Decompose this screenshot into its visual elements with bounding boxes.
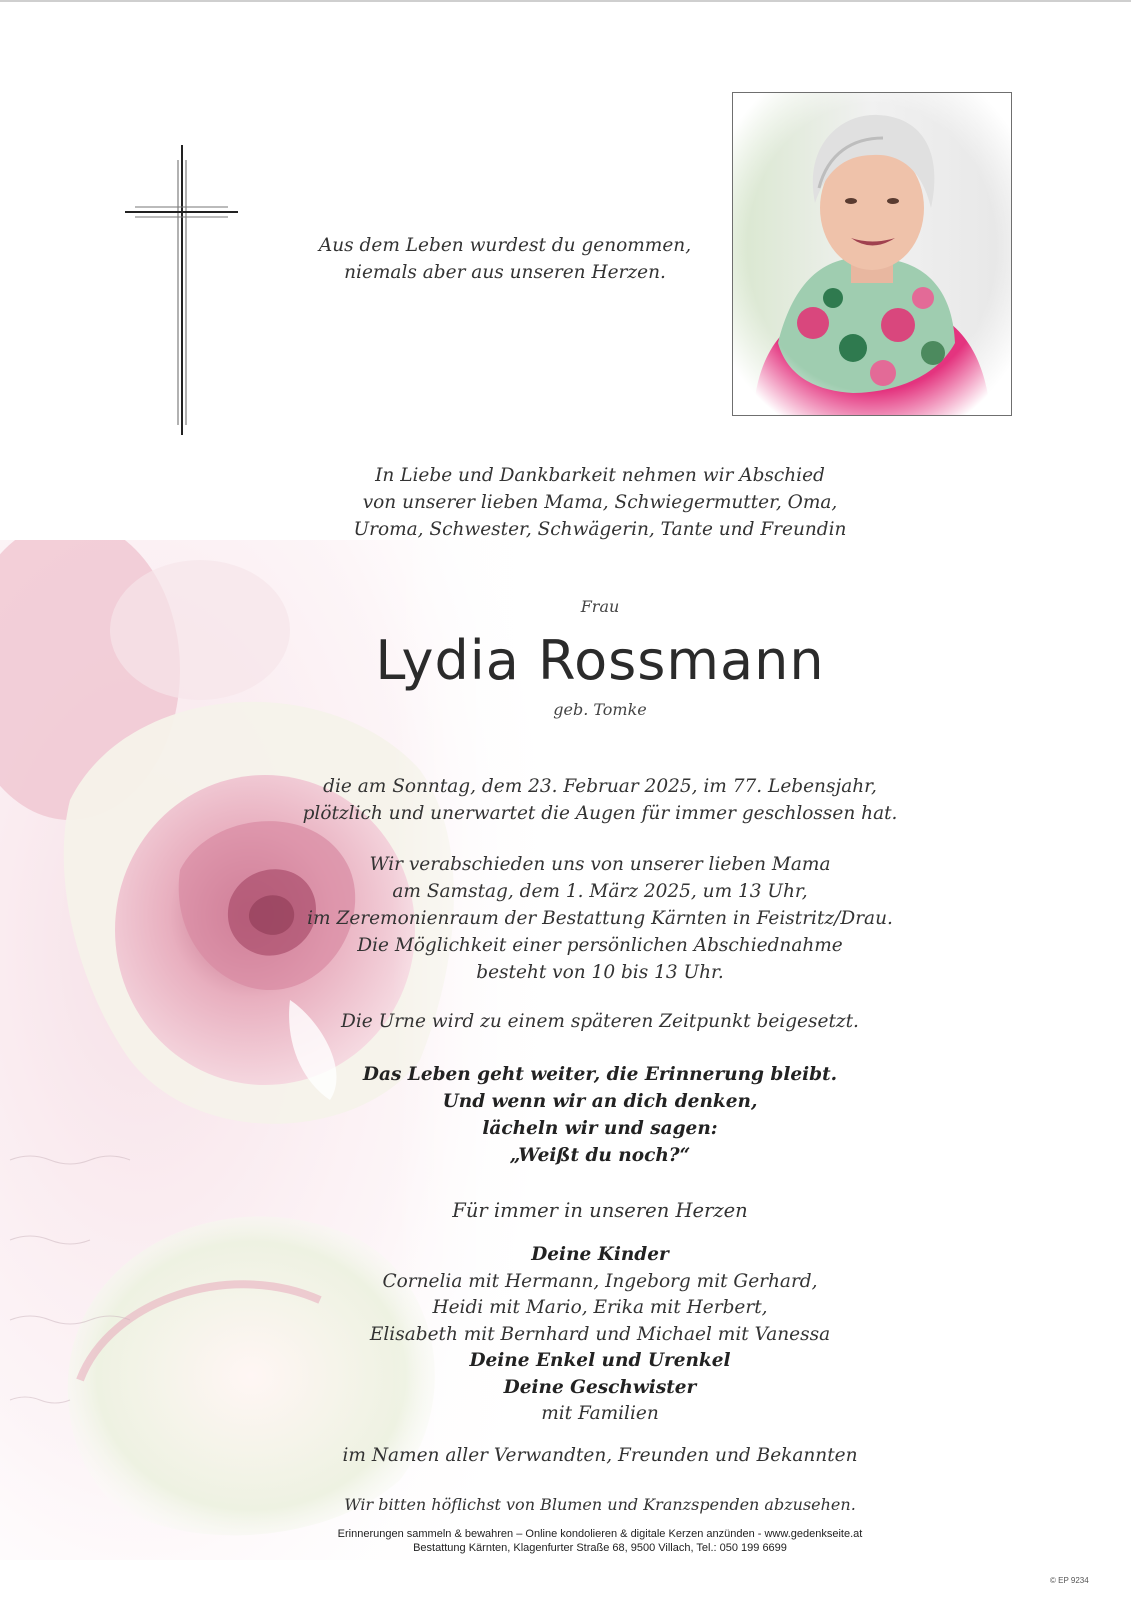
intro-line: In Liebe und Dankbarkeit nehmen wir Abschied [375, 465, 825, 486]
salutation: Frau [580, 597, 620, 616]
footer-line: Erinnerungen sammeln & bewahren – Online kondolieren & digitale Kerzen anzünden - www.gedenkseite.at [337, 1528, 863, 1540]
poem [320, 1061, 880, 1169]
cross-icon [120, 140, 240, 440]
top-border [0, 0, 1131, 2]
death-notice-line: plötzlich und unerwartet die Augen für immer geschlossen hat. [302, 803, 898, 824]
death-notice [280, 773, 920, 827]
farewell-line: im Zeremonienraum der Bestattung Kärnten in Feistritz/Drau. [307, 908, 893, 929]
quote-line: niemals aber aus unseren Herzen. [344, 262, 666, 283]
death-notice-line: die am Sonntag, dem 23. Februar 2025, im 77. Lebensjahr, [323, 776, 877, 797]
children-heading: Deine Kinder [531, 1244, 669, 1265]
families-line: mit Familien [541, 1403, 659, 1424]
intro-text [300, 462, 900, 543]
children-line: Heidi mit Mario, Erika mit Herbert, [432, 1297, 768, 1318]
farewell-line: Wir verabschieden uns von unserer lieben Mama [369, 854, 831, 875]
birth-name: geb. Tomke [553, 700, 647, 719]
farewell-line: Die Möglichkeit einer persönlichen Abschiednahme [357, 935, 843, 956]
quote-line: Aus dem Leben wurdest du genommen, [318, 235, 692, 256]
deceased-name: Lydia Rossmann [375, 629, 825, 692]
siblings-heading: Deine Geschwister [503, 1376, 697, 1398]
intro-line: Uroma, Schwester, Schwägerin, Tante und Freundin [353, 519, 847, 540]
poem-line: lächeln wir und sagen: [482, 1118, 718, 1139]
footer-line: Bestattung Kärnten, Klagenfurter Straße 68, 9500 Villach, Tel.: 050 199 6699 [413, 1542, 787, 1554]
urn-notice: Die Urne wird zu einem späteren Zeitpunkt beigesetzt. [341, 1011, 859, 1032]
farewell-line: am Samstag, dem 1. März 2025, um 13 Uhr, [392, 881, 808, 902]
memorial-quote [270, 232, 740, 286]
portrait-photo [732, 92, 1012, 416]
farewell-details [280, 851, 920, 986]
poem-line: Und wenn wir an dich denken, [442, 1091, 758, 1112]
print-code: © EP 9234 [1050, 1576, 1089, 1585]
children-line: Elisabeth mit Bernhard und Michael mit Vanessa [369, 1323, 831, 1345]
children-line: Cornelia mit Hermann, Ingeborg mit Gerhard, [382, 1270, 818, 1292]
relatives-line: im Namen aller Verwandten, Freunden und Bekannten [342, 1445, 858, 1466]
footer [250, 1527, 950, 1555]
intro-line: von unserer lieben Mama, Schwiegermutter, Oma, [362, 492, 838, 513]
farewell-line: besteht von 10 bis 13 Uhr. [476, 962, 724, 983]
family-list [300, 1242, 900, 1428]
grandchildren-heading: Deine Enkel und Urenkel [469, 1350, 731, 1371]
forever-line: Für immer in unseren Herzen [452, 1199, 748, 1222]
flowers-request: Wir bitten höflichst von Blumen und Kranzspenden abzusehen. [344, 1495, 856, 1514]
poem-line: Das Leben geht weiter, die Erinnerung bleibt. [362, 1064, 838, 1085]
poem-line: „Weißt du noch?“ [509, 1145, 691, 1166]
